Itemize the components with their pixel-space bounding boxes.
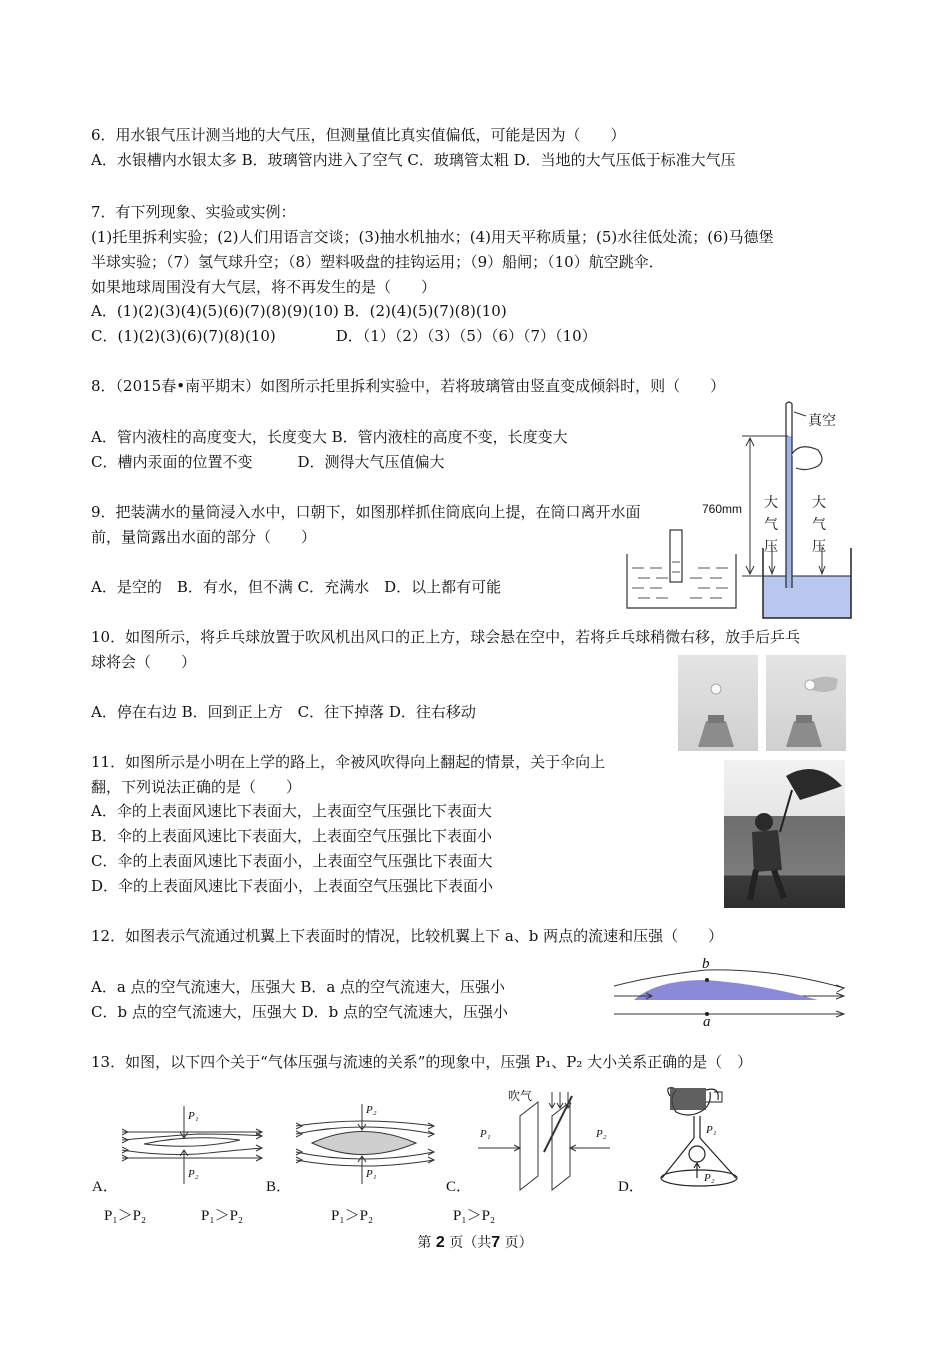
q13-a-p1: P₁ (188, 1110, 199, 1122)
q12-options-cd: C．b 点的空气流速大，压强大 D．b 点的空气流速大，压强小 (91, 1003, 509, 1021)
q13-a-p2: P₂ (188, 1168, 199, 1180)
q13-caption-a: P₁＞P₂ (104, 1208, 147, 1224)
wing-airflow-figure (612, 958, 850, 1030)
q13-caption-b: P₁＞P₂ (201, 1208, 244, 1224)
q6-options: A．水银槽内水银太多 B．玻璃管内进入了空气 C．玻璃管太粗 D．当地的大气压低于标准大气压 (91, 151, 736, 169)
q13-figure-c (474, 1090, 614, 1194)
ping-pong-ball-icon (805, 680, 815, 690)
q11-option-d: D．伞的上表面风速比下表面小，上表面空气压强比下表面小 (91, 877, 494, 895)
hairdryer-icon (698, 721, 734, 747)
q13-option-d: D． (618, 1179, 644, 1195)
hairdryer-icon (786, 721, 822, 747)
q13-b-p1: P₁ (366, 1168, 377, 1180)
q13-c-p1: P₁ (480, 1128, 491, 1140)
q9-stem-2: 前，量筒露出水面的部分（ ） (91, 528, 317, 546)
umbrella-photo (724, 760, 845, 908)
total-pages: 7 (491, 1234, 501, 1251)
mercury-trough-fill (763, 576, 851, 618)
point-b (705, 978, 709, 982)
hairdryer-photo-1 (678, 655, 758, 751)
q6-stem: 6．用水银气压计测当地的大气压，但测量值比真实值偏低，可能是因为（ ） (91, 126, 626, 144)
graduated-cylinder (670, 530, 682, 582)
atm-label-right: 大 气 压 (812, 495, 826, 555)
height-label: 760mm (702, 502, 743, 516)
q8-options-ab: A．管内液柱的高度变大，长度变大 B．管内液柱的高度不变，长度变大 (91, 428, 568, 446)
ping-pong-ball-icon (711, 684, 721, 694)
q10-stem-2: 球将会（ ） (91, 653, 197, 671)
current-page: 2 (435, 1234, 445, 1251)
umbrella-icon (786, 769, 842, 800)
q7-line-1: (1)托里拆利实验；(2)人们用语言交谈；(3)抽水机抽水；(4)用天平称质量；(5)水往低处流；(6)马德堡 (91, 228, 774, 246)
q7-question: 如果地球周围没有大气层，将不再发生的是（ ） (91, 278, 437, 296)
q9-stem: 9．把装满水的量筒浸入水中，口朝下，如图那样抓住筒底向上提，在筒口离开水面 (91, 503, 641, 521)
atm-label-left: 大 气 压 (764, 495, 778, 555)
q13-caption-c: P₁＞P₂ (331, 1208, 374, 1224)
q13-b-p2: P₂ (366, 1104, 377, 1116)
q8-stem: 8．（2015春•南平期末）如图所示托里拆利实验中，若将玻璃管由竖直变成倾斜时，则（ ） (91, 377, 726, 395)
hand-icon (792, 447, 822, 470)
q10-options: A．停在右边 B．回到正上方 C．往下掉落 D．往右移动 (91, 703, 476, 721)
paper-sheet-right (552, 1102, 570, 1190)
q13-option-c: C． (446, 1179, 472, 1195)
q13-option-a: A． (92, 1179, 118, 1195)
q13-stem: 13．如图，以下四个关于“气体压强与流速的关系”的现象中，压强 P₁、P₂ 大小关系正确的是（ ） (91, 1053, 753, 1071)
wing-shape (634, 980, 818, 1000)
q13-caption-d: P₁＞P₂ (453, 1208, 496, 1224)
cylinder-beaker-figure (624, 528, 739, 610)
q13-option-b: B． (266, 1179, 292, 1195)
blow-label: 吹气 (508, 1089, 533, 1103)
q12-options-ab: A．a 点的空气流速大，压强大 B．a 点的空气流速大，压强小 (91, 978, 506, 996)
q7-line-2: 半球实验；（7）氢气球升空；（8）塑料吸盘的挂钩运用；（9）船闸；（10）航空跳伞． (91, 253, 664, 271)
student-icon (752, 830, 782, 872)
q11-option-b: B．伞的上表面风速比下表面大，上表面空气压强比下表面小 (91, 827, 493, 845)
q11-stem-2: 翻，下列说法正确的是（ ） (91, 778, 302, 796)
q13-d-p1: P₁ (706, 1124, 717, 1136)
q11-option-c: C．伞的上表面风速比下表面小，上表面空气压强比下表面大 (91, 852, 493, 870)
q9-options: A．是空的 B．有水，但不满 C．充满水 D．以上都有可能 (91, 578, 502, 596)
q7-options-cd: C．(1)(2)(3)(6)(7)(8)(10) D．（1）（2）（3）（5）（6）（7）（10） (91, 327, 597, 345)
q8-options-cd: C．槽内汞面的位置不变 D．测得大气压值偏大 (91, 453, 445, 471)
q11-option-a: A．伞的上表面风速比下表面大，上表面空气压强比下表面大 (91, 802, 492, 820)
q11-stem: 11．如图所示是小明在上学的路上，伞被风吹得向上翻起的情景，关于伞向上 (91, 753, 606, 771)
point-a-label: a (703, 1014, 711, 1030)
q13-c-p2: P₂ (596, 1128, 607, 1140)
q10-stem: 10．如图所示，将乒乓球放置于吹风机出风口的正上方，球会悬在空中，若将乒乓球稍微右移，放手后乒乓 (91, 628, 801, 646)
vacuum-label: 真空 (808, 413, 836, 429)
q13-figure-d (640, 1086, 760, 1196)
q7-stem: 7．有下列现象、实验或实例： (91, 203, 296, 221)
point-b-label: b (702, 956, 710, 972)
page-footer: 第 2 页（共7 页） (417, 1234, 533, 1251)
q7-options-ab: A．(1)(2)(3)(4)(5)(6)(7)(8)(9)(10) B．(2)(4)(5)(7)(8)(10) (91, 302, 507, 320)
ping-pong-ball-icon (689, 1146, 705, 1162)
q13-d-p2: P₂ (704, 1172, 715, 1184)
hairdryer-photo-2 (766, 655, 846, 751)
q12-stem: 12．如图表示气流通过机翼上下表面时的情况，比较机翼上下 a、b 两点的流速和压强（ ） (91, 927, 724, 945)
paper-sheet-left (520, 1102, 538, 1190)
